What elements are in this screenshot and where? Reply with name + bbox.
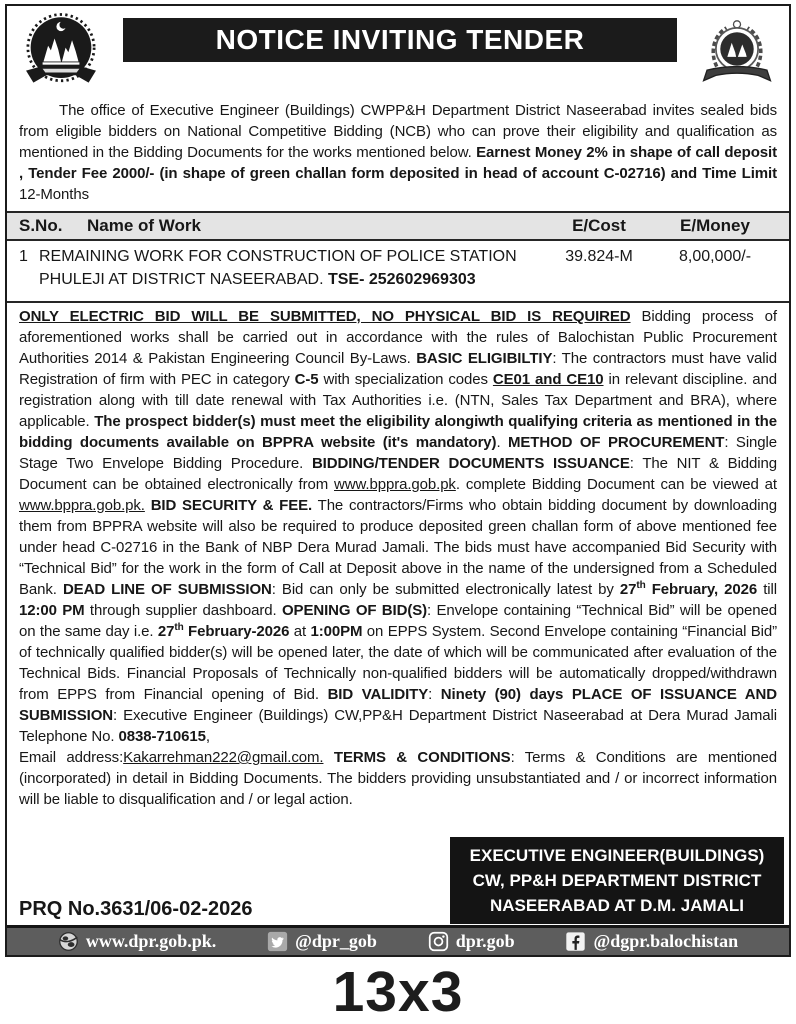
table-row: [7, 241, 789, 301]
department-crest-icon: [693, 12, 781, 100]
notice-header: [7, 6, 789, 98]
table-header-row: [7, 211, 789, 241]
footer-twitter-text: @dpr_gob: [295, 931, 377, 951]
signature-line-1: EXECUTIVE ENGINEER(BUILDINGS): [469, 846, 765, 865]
prq-number: PRQ No.3631/06-02-2026: [19, 898, 253, 920]
col-header-sno: S.No.: [19, 216, 63, 235]
signature-block: [450, 837, 784, 924]
body-paragraph: ONLY ELECTRIC BID WILL BE SUBMITTED, NO PHYSICAL BID IS REQUIRED Bidding process of aforementioned works shall be carried out in accordance with the rules of Balochistan Public Procurement Authorities 2014 & Pakistan Engineering Council By-Laws. BASIC ELIGIBILTIY: The contractors must have valid Registration of firm with PEC in category C-5 with specialization codes CE01 and CE10 in relevant discipline. and registration along with till date renewal with Tax Authorities i.e. (NTN, Sales Tax Department and BRA), where applicable. The prospect bidder(s) must meet the eligibility alongiwth qualifying criteria as mentioned in the bidding documents available on BPPRA website (it's mandatory). METHOD OF PROCUREMENT: Single Stage Two Envelope Bidding Procedure. BIDDING/TENDER DOCUMENTS ISSUANCE: The NIT & Bidding Document can be obtained electronically from www.bppra.gob.pk. complete Bidding Document can be viewed at www.bppra.gob.pk. BID SECURITY & FEE. The contractors/Firms who obtain bidding document by downloading them from BPPRA website will also be required to produce deposited green challan form of above mentioned fee under head C-02716 in the Bank of NBP Dera Murad Jamali. The bids must have accompanied Bid Security with “Technical Bid” for the work in the form of Call at Deposit above in the name of the undersigned from a Scheduled Bank. DEAD LINE OF SUBMISSION: Bid can only be submitted electronically latest by 27th February, 2026 till 12:00 PM through supplier dashboard. OPENING OF BID(S): Envelope containing “Technical Bid” will be opened on the same day i.e. 27th February-2026 at 1:00PM on EPPS System. Second Envelope containing “Financial Bid” of technically qualified bidder(s) will be opened later, the date of which will be communicated after evaluation of the Technical Bids. Financial Proposals of Technically non-qualified bidders will be automatically dropped/withdrawn from EPPS from Financial opening of Bid. BID VALIDITY: Ninety (90) days PLACE OF ISSUANCE AND SUBMISSION: Executive Engineer (Buildings) CW,PP&H Department District Naseerabad at Dera Murad Jamali Telephone No. 0838-710615, Email address:Kakarrehman222@gmail.com. TERMS & CONDITIONS: Terms & Conditions are mentioned (incorporated) in detail in Bidding Documents. The bidders providing unsubstantiated and / or incorrect information will be liable to disqualification and / or legal action.: [19, 308, 778, 808]
col-header-name-of-work: Name of Work: [87, 216, 201, 235]
row-sno: 1: [19, 248, 28, 265]
signature-line-2: CW, PP&H DEPARTMENT DISTRICT: [472, 871, 762, 890]
intro-paragraph: The office of Executive Engineer (Buildings) CWPP&H Department District Naseerabad invites sealed bids from eligible bidders on National Competitive Bidding (NCB) who can prove their eligibility and qualification as mentioned in the Bidding Documents for the works mentioned below. Earnest Money 2% in shape of call deposit , Tender Fee 2000/- (in shape of green challan form deposited in head of account C-02716) and Time Limit 12-Months: [19, 102, 777, 203]
footer-facebook-item: [565, 931, 738, 952]
footer-facebook-text: @dgpr.balochistan: [593, 931, 739, 951]
ad-frame: [5, 4, 791, 957]
row-name-of-work: REMAINING WORK FOR CONSTRUCTION OF POLICE STATION PHULEJI AT DISTRICT NASEERABAD. TSE- 252602969303: [39, 248, 517, 288]
footer-website-item: [58, 931, 216, 952]
ad-size-label: 13x3: [332, 960, 464, 1024]
footer-instagram-text: dpr.gob: [455, 931, 515, 951]
row-ecost: 39.824-M: [565, 248, 633, 265]
signature-line-3: NASEERABAD AT D.M. JAMALI: [489, 896, 745, 915]
row-emoney: 8,00,000/-: [678, 248, 752, 265]
balochistan-crest-icon: [15, 12, 107, 98]
footer-website-text: www.dpr.gob.pk.: [85, 931, 217, 951]
bottom-zone: [7, 810, 789, 925]
twitter-icon: [267, 931, 288, 952]
col-header-ecost: E/Cost: [572, 216, 626, 235]
dpr-footer-bar: [7, 925, 789, 955]
footer-twitter-item: [267, 931, 377, 952]
footer-instagram-item: [428, 931, 515, 952]
col-header-emoney: E/Money: [680, 216, 750, 235]
instagram-icon: [428, 931, 449, 952]
globe-icon: [58, 931, 79, 952]
facebook-icon: [565, 931, 586, 952]
notice-title: NOTICE INVITING TENDER: [123, 18, 677, 62]
